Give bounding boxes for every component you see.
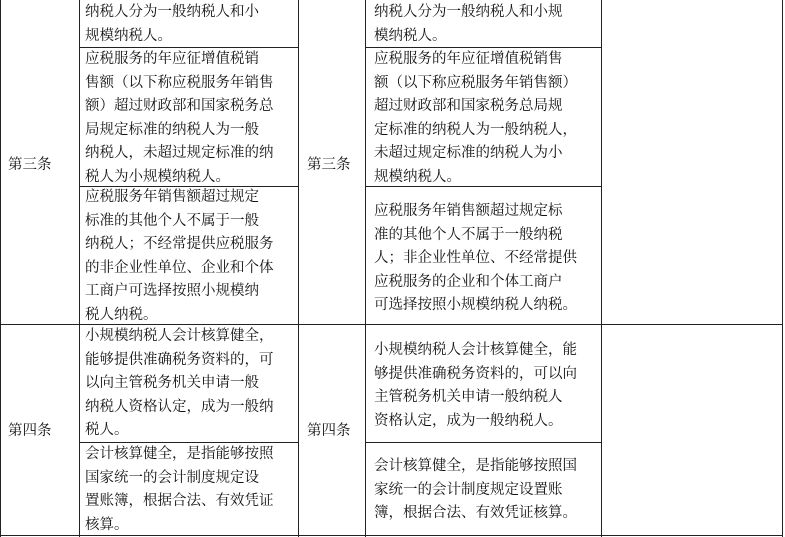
left-cell-accounting-definition: 会计核算健全，是指能够按照 国家统一的会计制度规定设 置账簿，根据合法、有效凭证 核算。: [85, 446, 274, 533]
grid-line: [601, 0, 602, 537]
grid-line: [782, 0, 783, 537]
right-cell-sales-threshold: 应税服务的年应征增值税销售 额（以下称应税服务年销售额） 超过财政部和国家税务总局规 定标准的纳税人为一般纳税人， 未超过规定标准的纳税人为小 规模纳税人。: [374, 51, 577, 185]
right-cell-accounting-definition: 会计核算健全，是指能够按照国 家统一的会计制度规定设置账 簿，根据合法、有效凭证核算。: [374, 458, 577, 521]
left-cell-sales-threshold: 应税服务的年应征增值税销 售额（以下称应税服务年销售 额）超过财政部和国家税务总 局规定标准的纳税人为一般 纳税人，未超过规定标准的纳 税人为小规模纳税人。: [85, 51, 274, 185]
grid-line: [365, 0, 366, 537]
grid-line: [298, 0, 299, 537]
article-label-right: 第四条: [307, 423, 351, 439]
article-label-left: 第三条: [8, 157, 52, 173]
left-cell-small-scale-application: 小规模纳税人会计核算健全， 能够提供准确税务资料的，可 以向主管税务机关申请一般 纳税人资格认定，成为一般纳 税人。: [85, 328, 274, 438]
article-label-right: 第三条: [307, 157, 351, 173]
article-label-left: 第四条: [8, 423, 52, 439]
grid-line: [79, 0, 80, 537]
grid-line: [0, 0, 1, 537]
right-cell-small-scale-application: 小规模纳税人会计核算健全，能 够提供准确税务资料的，可以向 主管税务机关申请一般纳税人 资格认定，成为一般纳税人。: [374, 342, 577, 429]
grid-line: [365, 442, 602, 443]
right-cell-other-persons: 应税服务年销售额超过规定标 准的其他个人不属于一般纳税 人；非企业性单位、不经常提供 应税服务的企业和个体工商户 可选择按照小规模纳税人纳税。: [374, 203, 577, 313]
right-cell-taxpayer-types: 纳税人分为一般纳税人和小规 模纳税人。: [374, 4, 563, 44]
left-cell-other-persons: 应税服务年销售额超过规定 标准的其他个人不属于一般 纳税人；不经常提供应税服务 的非企业性单位、企业和个体 工商户可选择按照小规模纳 税人纳税。: [85, 189, 274, 323]
left-cell-taxpayer-types: 纳税人分为一般纳税人和小 规模纳税人。: [85, 4, 259, 44]
